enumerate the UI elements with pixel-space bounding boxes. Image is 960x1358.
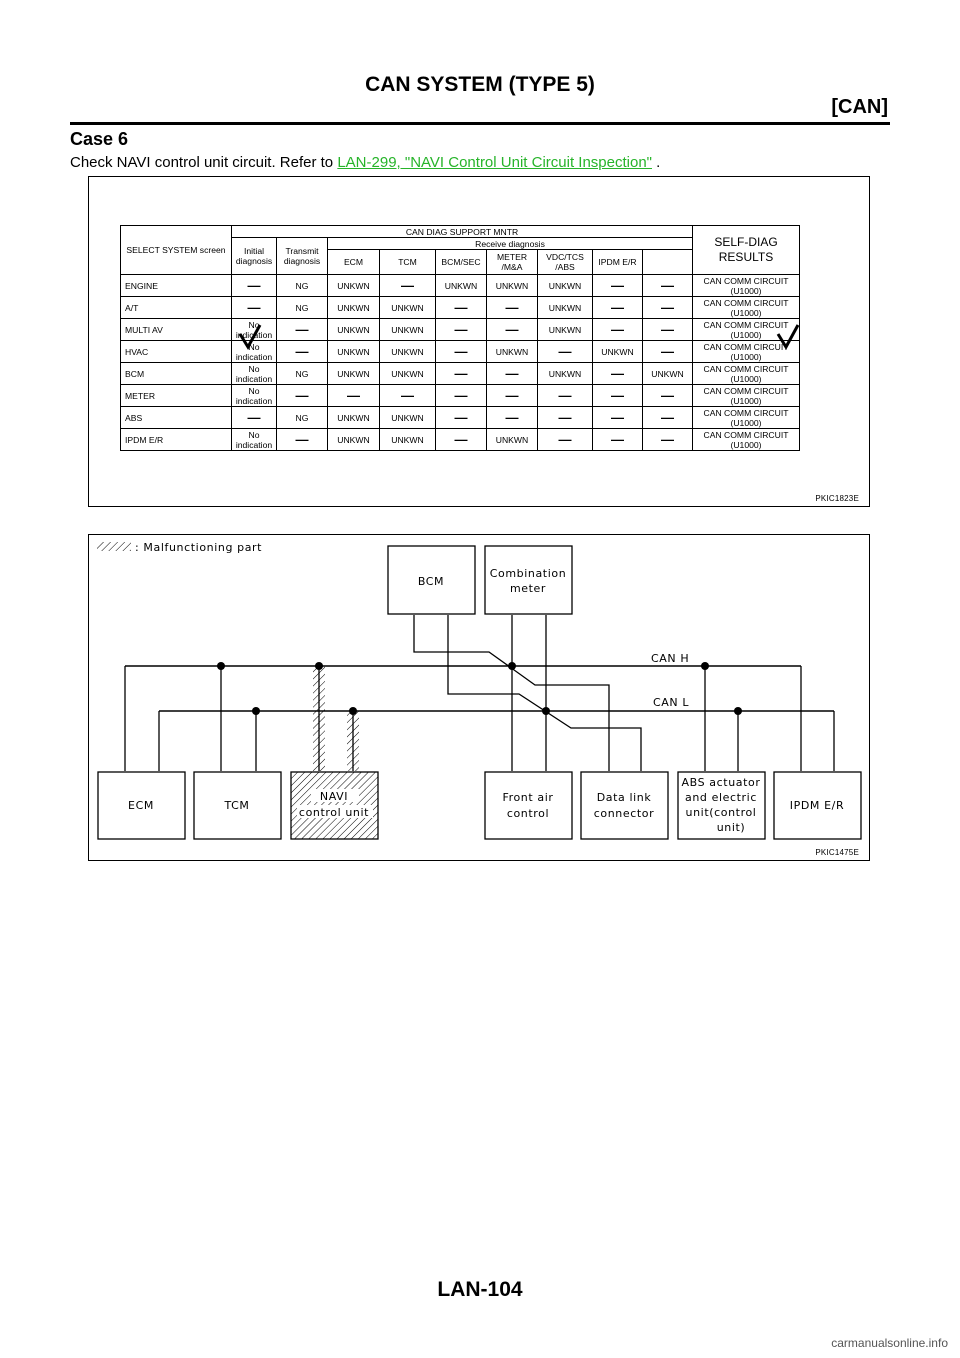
instruction-end: . xyxy=(652,154,661,171)
diag-value-cell: NG xyxy=(277,363,328,385)
system-name-cell: METER xyxy=(121,385,232,407)
self-diag-result-cell: CAN COMM CIRCUIT (U1000) xyxy=(693,385,800,407)
meter-label-line2: meter xyxy=(509,582,547,595)
can-network-diagram xyxy=(89,535,871,862)
system-name-cell: BCM xyxy=(121,363,232,385)
diag-value-cell: — xyxy=(643,407,693,429)
system-name-cell: IPDM E/R xyxy=(121,429,232,451)
hatch-legend-swatch xyxy=(97,542,131,551)
abs-label-line2: and electric xyxy=(685,791,757,804)
diag-value-cell: UNKWN xyxy=(380,341,436,363)
diag-value-cell: — xyxy=(436,385,487,407)
diag-value-cell: — xyxy=(643,429,693,451)
receive-col-header: METER /M&A xyxy=(487,250,538,275)
diag-value-cell: — xyxy=(643,341,693,363)
combination-meter-box xyxy=(485,546,572,614)
diag-value-cell: — xyxy=(538,429,593,451)
self-diag-header: SELF-DIAG RESULTS xyxy=(693,226,800,275)
diag-value-cell: No indication xyxy=(232,341,277,363)
abs-label-line3: unit(control xyxy=(685,806,757,819)
diag-value-cell: — xyxy=(436,297,487,319)
diag-value-cell: — xyxy=(232,297,277,319)
inspection-link[interactable]: LAN-299, "NAVI Control Unit Circuit Inspection" xyxy=(337,154,652,171)
diag-value-cell: UNKWN xyxy=(380,319,436,341)
dlc-label-line1: Data link xyxy=(596,791,652,804)
data-link-connector-box xyxy=(581,772,668,839)
diag-value-cell: — xyxy=(643,297,693,319)
page-header-title: CAN SYSTEM (TYPE 5) xyxy=(365,73,595,96)
diag-value-cell: UNKWN xyxy=(380,429,436,451)
diag-value-cell: UNKWN xyxy=(436,275,487,297)
diag-value-cell: — xyxy=(593,297,643,319)
case-title: Case 6 xyxy=(70,129,129,149)
diag-value-cell: — xyxy=(643,385,693,407)
diag-value-cell: — xyxy=(487,407,538,429)
page-number: LAN-104 xyxy=(437,1278,523,1301)
diag-value-cell: UNKWN xyxy=(538,275,593,297)
diag-value-cell: — xyxy=(436,319,487,341)
diag-value-cell: UNKWN xyxy=(538,297,593,319)
diag-value-cell: UNKWN xyxy=(643,363,693,385)
transmit-diagnosis-header: Transmit diagnosis xyxy=(277,238,328,275)
case-instruction xyxy=(70,154,660,171)
diag-value-cell: — xyxy=(593,363,643,385)
diag-value-cell: UNKWN xyxy=(380,363,436,385)
table-row xyxy=(121,275,800,297)
front-air-control-box xyxy=(485,772,572,839)
front-air-label-line1: Front air xyxy=(502,791,554,804)
diag-value-cell: — xyxy=(277,319,328,341)
diag-value-cell: UNKWN xyxy=(487,429,538,451)
ipdm-label: IPDM E/R xyxy=(789,799,845,812)
diag-value-cell: No indication xyxy=(232,363,277,385)
table-row xyxy=(121,385,800,407)
table-row xyxy=(121,429,800,451)
diag-value-cell: — xyxy=(487,363,538,385)
figure-code: PKIC1475E xyxy=(815,848,859,857)
system-name-cell: A/T xyxy=(121,297,232,319)
diag-value-cell: — xyxy=(538,341,593,363)
diag-value-cell: — xyxy=(436,341,487,363)
diag-value-cell: — xyxy=(593,319,643,341)
navi-label-line2: control unit xyxy=(298,806,370,819)
diag-value-cell: — xyxy=(538,385,593,407)
diag-value-cell: — xyxy=(487,319,538,341)
diag-value-cell: — xyxy=(487,385,538,407)
diag-value-cell: — xyxy=(277,385,328,407)
diag-value-cell: — xyxy=(593,407,643,429)
diag-value-cell: — xyxy=(380,275,436,297)
diag-value-cell: UNKWN xyxy=(328,429,380,451)
self-diag-result-cell: CAN COMM CIRCUIT (U1000) xyxy=(693,275,800,297)
diag-value-cell: UNKWN xyxy=(593,341,643,363)
diag-value-cell: — xyxy=(593,429,643,451)
diag-value-cell: — xyxy=(643,275,693,297)
bcm-label: BCM xyxy=(417,575,445,588)
header-rule xyxy=(70,122,890,125)
diag-value-cell: — xyxy=(436,429,487,451)
ecm-label: ECM xyxy=(128,799,154,812)
receive-col-header: ECM xyxy=(328,250,380,275)
can-l-label: CAN L xyxy=(653,696,690,709)
diag-value-cell: — xyxy=(232,407,277,429)
can-diag-table xyxy=(120,225,800,451)
diag-value-cell: — xyxy=(277,341,328,363)
diag-value-cell: — xyxy=(487,297,538,319)
diag-figure xyxy=(88,176,870,507)
diag-value-cell: — xyxy=(436,363,487,385)
select-system-header: SELECT SYSTEM screen xyxy=(121,226,232,275)
self-diag-result-cell: CAN COMM CIRCUIT (U1000) xyxy=(693,297,800,319)
diag-value-cell: No indication xyxy=(232,319,277,341)
diag-value-cell: UNKWN xyxy=(380,297,436,319)
figure-code: PKIC1823E xyxy=(815,494,859,503)
system-name-cell: MULTI AV xyxy=(121,319,232,341)
tcm-label: TCM xyxy=(224,799,250,812)
diag-value-cell: — xyxy=(380,385,436,407)
self-diag-result-cell: CAN COMM CIRCUIT (U1000) xyxy=(693,429,800,451)
table-row xyxy=(121,341,800,363)
diag-value-cell: NG xyxy=(277,407,328,429)
diag-value-cell: — xyxy=(538,407,593,429)
table-row xyxy=(121,297,800,319)
abs-label-line1: ABS actuator xyxy=(681,776,761,789)
self-diag-result-cell: CAN COMM CIRCUIT (U1000) xyxy=(693,319,800,341)
can-h-label: CAN H xyxy=(651,652,690,665)
receive-col-header: VDC/TCS /ABS xyxy=(538,250,593,275)
diag-value-cell: — xyxy=(277,429,328,451)
diag-value-cell: UNKWN xyxy=(328,297,380,319)
front-air-label-line2: control xyxy=(506,807,550,820)
self-diag-result-cell: CAN COMM CIRCUIT (U1000) xyxy=(693,407,800,429)
diag-body xyxy=(121,275,800,451)
receive-col-header: BCM/SEC xyxy=(436,250,487,275)
diag-value-cell: UNKWN xyxy=(487,341,538,363)
dlc-label-line2: connector xyxy=(593,807,655,820)
system-name-cell: HVAC xyxy=(121,341,232,363)
diag-value-cell: — xyxy=(436,407,487,429)
diag-value-cell: — xyxy=(328,385,380,407)
diag-value-cell: UNKWN xyxy=(328,363,380,385)
diag-value-cell: — xyxy=(643,319,693,341)
system-name-cell: ABS xyxy=(121,407,232,429)
diag-value-cell: UNKWN xyxy=(538,363,593,385)
can-diag-header: CAN DIAG SUPPORT MNTR xyxy=(232,226,693,238)
self-diag-result-cell: CAN COMM CIRCUIT (U1000) xyxy=(693,363,800,385)
table-row xyxy=(121,407,800,429)
diag-value-cell: — xyxy=(593,275,643,297)
diag-value-cell: UNKWN xyxy=(487,275,538,297)
watermark: carmanualsonline.info xyxy=(831,1336,948,1350)
system-name-cell: ENGINE xyxy=(121,275,232,297)
receive-col-header: TCM xyxy=(380,250,436,275)
diag-value-cell: — xyxy=(593,385,643,407)
diag-value-cell: UNKWN xyxy=(328,407,380,429)
instruction-text: Check NAVI control unit circuit. Refer to xyxy=(70,154,338,171)
initial-diagnosis-header: Initial diagnosis xyxy=(232,238,277,275)
diag-value-cell: — xyxy=(232,275,277,297)
can-network-figure xyxy=(88,534,870,861)
receive-col-header: IPDM E/R xyxy=(593,250,643,275)
diag-value-cell: No indication xyxy=(232,429,277,451)
diag-value-cell: UNKWN xyxy=(538,319,593,341)
navi-label-line1: NAVI xyxy=(319,790,349,803)
legend-text: : Malfunctioning part xyxy=(135,541,263,554)
diag-value-cell: UNKWN xyxy=(328,341,380,363)
diag-value-cell: UNKWN xyxy=(328,275,380,297)
diag-value-cell: UNKWN xyxy=(328,319,380,341)
abs-label-line4: unit) xyxy=(716,821,746,834)
self-diag-result-cell: CAN COMM CIRCUIT (U1000) xyxy=(693,341,800,363)
meter-label-line1: Combination xyxy=(489,567,567,580)
diag-value-cell: UNKWN xyxy=(380,407,436,429)
diag-value-cell: No indication xyxy=(232,385,277,407)
receive-diagnosis-header: Receive diagnosis xyxy=(328,238,693,250)
section-label: [CAN] xyxy=(831,96,888,118)
table-row xyxy=(121,319,800,341)
table-row xyxy=(121,363,800,385)
diag-value-cell: NG xyxy=(277,297,328,319)
diag-value-cell: NG xyxy=(277,275,328,297)
